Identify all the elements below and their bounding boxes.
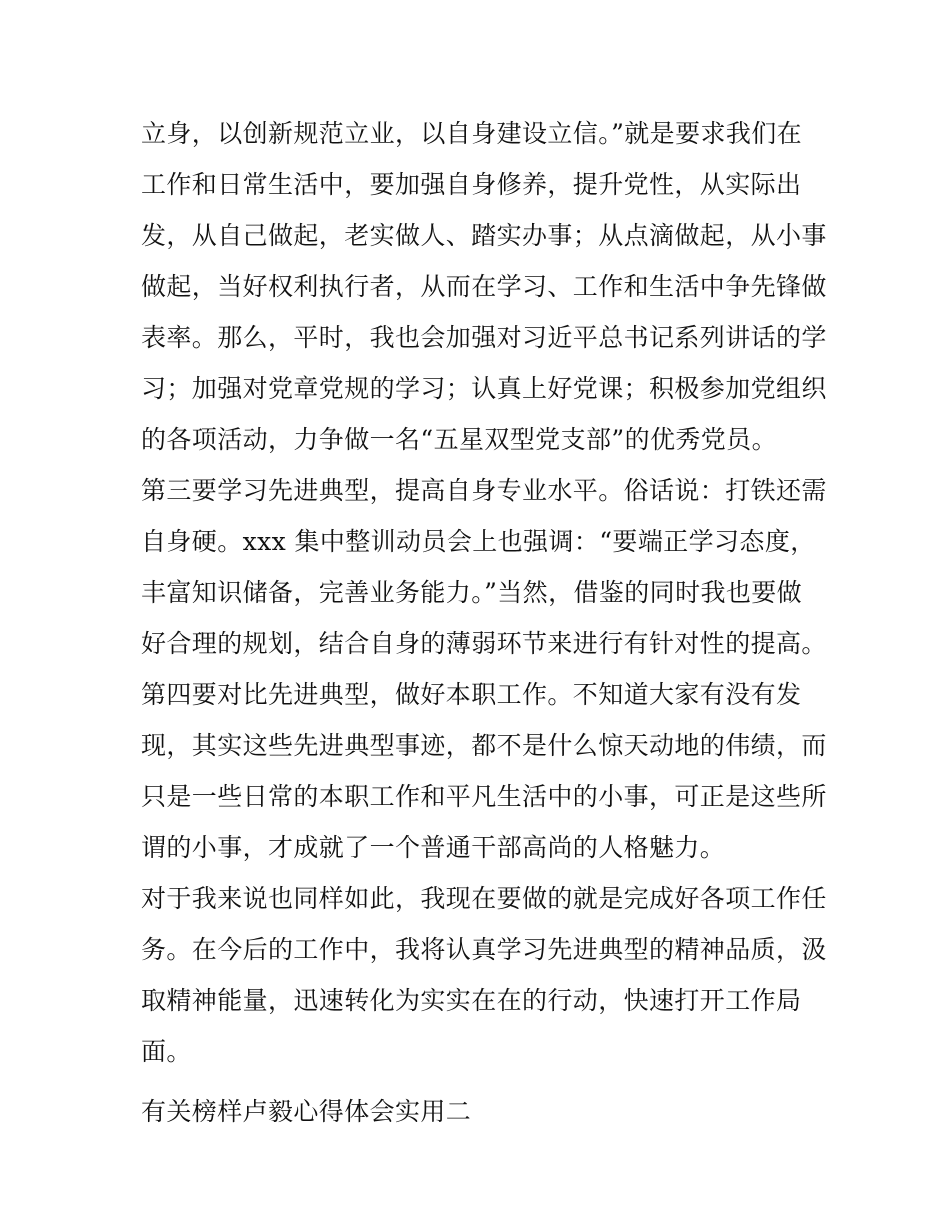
paragraph-line: 丰富知识储备，完善业务能力。”当然，借鉴的同时我也要做	[141, 578, 803, 607]
paragraph-line: 好合理的规划，结合自身的薄弱环节来进行有针对性的提高。	[141, 629, 827, 658]
paragraph-line: 第四要对比先进典型，做好本职工作。不知道大家有没有发	[141, 680, 802, 709]
paragraph-line: 只是一些日常的本职工作和平凡生活中的小事，可正是这些所	[141, 782, 827, 811]
paragraph-line: 现，其实这些先进典型事迹，都不是什么惊天动地的伟绩，而	[141, 731, 827, 760]
paragraph-line: 谓的小事，才成就了一个普通干部高尚的人格魅力。	[141, 833, 726, 862]
document-body	[141, 108, 827, 1137]
paragraph-line: 表率。那么，平时，我也会加强对习近平总书记系列讲话的学	[141, 323, 827, 352]
paragraph-line: 对于我来说也同样如此，我现在要做的就是完成好各项工作任	[141, 884, 827, 913]
paragraph-line: 做起，当好权利执行者，从而在学习、工作和生活中争先锋做	[141, 272, 827, 301]
paragraph-line: 取精神能量，迅速转化为实实在在的行动，快速打开工作局	[141, 986, 802, 1015]
paragraph-line: 工作和日常生活中，要加强自身修养，提升党性，从实际出	[141, 170, 802, 199]
paragraph-line: 面。	[141, 1037, 192, 1066]
paragraph-line: 习；加强对党章党规的学习；认真上好党课；积极参加党组织	[141, 374, 827, 403]
paragraph-line: 自身硬。xxx 集中整训动员会上也强调：“要端正学习态度，	[141, 527, 816, 556]
section-heading: 有关榜样卢毅心得体会实用二	[141, 1097, 472, 1126]
paragraph-line: 第三要学习先进典型，提高自身专业水平。俗话说：打铁还需	[141, 476, 827, 505]
paragraph-line: 的各项活动，力争做一名“五星双型党支部”的优秀党员。	[141, 425, 777, 454]
paragraph-line: 发，从自己做起，老实做人、踏实办事；从点滴做起，从小事	[141, 221, 827, 250]
paragraph-line: 立身，以创新规范立业，以自身建设立信。”就是要求我们在	[141, 119, 803, 148]
paragraph-line: 务。在今后的工作中，我将认真学习先进典型的精神品质，汲	[141, 935, 827, 964]
